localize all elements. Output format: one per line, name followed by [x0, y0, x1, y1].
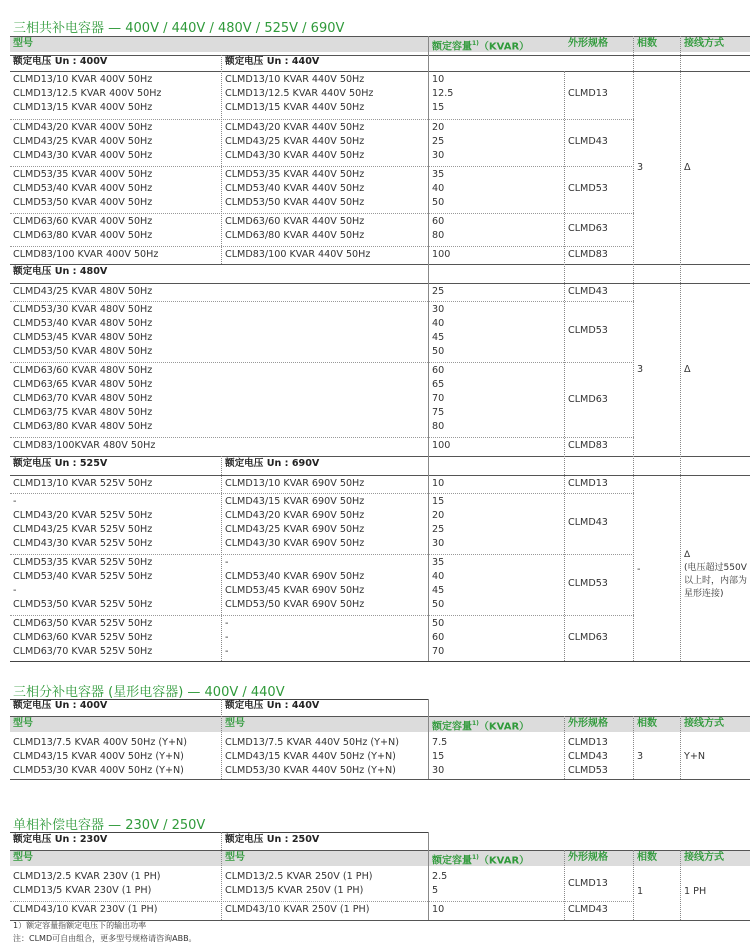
header-wiring: 接线方式 — [684, 38, 724, 49]
list-item: 30 40 45 50 — [432, 304, 445, 357]
list-item: 10 — [432, 478, 445, 489]
section-title-single-phase: 单相补偿电容器 — 230V / 250V — [13, 818, 206, 833]
list-item: CLMD63/60 KVAR 440V 50Hz CLMD63/80 KVAR 440V 50Hz — [225, 216, 365, 241]
list-item: CLMD83/100KVAR 480V 50Hz — [13, 440, 156, 451]
voltage-label-690: 额定电压 Un : 690V — [225, 458, 320, 469]
list-item: - - - — [225, 618, 229, 657]
list-item: CLMD83/100 KVAR 400V 50Hz — [13, 249, 159, 260]
list-item: CLMD53/35 KVAR 400V 50Hz CLMD53/40 KVAR 400V 50Hz CLMD53/50 KVAR 400V 50Hz — [13, 169, 153, 208]
frame-value: CLMD53 — [568, 325, 608, 336]
list-item: 10 12.5 15 — [432, 74, 454, 113]
header-model: 型号 — [225, 852, 245, 863]
list-item: 2.5 5 — [432, 871, 448, 896]
list-item: 10 — [432, 904, 445, 915]
list-item: CLMD43/20 KVAR 400V 50Hz CLMD43/25 KVAR 400V 50Hz CLMD43/30 KVAR 400V 50Hz — [13, 122, 153, 161]
list-item: CLMD53/35 KVAR 525V 50Hz CLMD53/40 KVAR 525V 50Hz - CLMD53/50 KVAR 525V 50Hz — [13, 557, 153, 610]
list-item: CLMD83/100 KVAR 440V 50Hz — [225, 249, 371, 260]
list-item: - CLMD43/20 KVAR 525V 50Hz CLMD43/25 KVAR 525V 50Hz CLMD43/30 KVAR 525V 50Hz — [13, 496, 153, 549]
wiring-value: Y+N — [684, 751, 706, 762]
list-item: CLMD13/7.5 KVAR 440V 50Hz (Y+N) CLMD43/15 KVAR 440V 50Hz (Y+N) CLMD53/30 KVAR 440V 50Hz (Y+N) — [225, 737, 399, 776]
list-item: CLMD13/2.5 KVAR 230V (1 PH) CLMD13/5 KVAR 230V (1 PH) — [13, 871, 161, 896]
phases-value: 1 — [637, 886, 644, 897]
phases-value: 3 — [637, 751, 644, 762]
footnote-2: 注：CLMD可自由组合，更多型号规格请咨询ABB。 — [13, 934, 197, 943]
frame-value: CLMD13 CLMD43 CLMD53 — [568, 737, 608, 776]
voltage-label-440: 额定电压 Un : 440V — [225, 700, 320, 711]
voltage-label-480: 额定电压 Un : 480V — [13, 266, 108, 277]
list-item: CLMD13/10 KVAR 525V 50Hz — [13, 478, 153, 489]
wiring-value: Δ (电压超过550V 以上时，内部为 星形连接) — [684, 550, 748, 599]
list-item: CLMD53/35 KVAR 440V 50Hz CLMD53/40 KVAR 440V 50Hz CLMD53/50 KVAR 440V 50Hz — [225, 169, 365, 208]
footnote-1: 1）额定容量指额定电压下的输出功率 — [13, 921, 147, 930]
header-phases: 相数 — [637, 852, 657, 863]
list-item: CLMD13/10 KVAR 440V 50Hz CLMD13/12.5 KVAR 440V 50Hz CLMD13/15 KVAR 440V 50Hz — [225, 74, 374, 113]
list-item: 7.5 15 30 — [432, 737, 448, 776]
frame-value: CLMD13 — [568, 478, 608, 489]
frame-value: CLMD43 — [568, 286, 608, 297]
voltage-label-400: 额定电压 Un : 400V — [13, 56, 108, 67]
header-model: 型号 — [225, 718, 245, 729]
frame-value: CLMD13 — [568, 88, 608, 99]
frame-value: CLMD63 — [568, 632, 608, 643]
list-item: CLMD43/25 KVAR 480V 50Hz — [13, 286, 153, 297]
wiring-value: 1 PH — [684, 886, 707, 897]
list-item: 35 40 45 50 — [432, 557, 445, 610]
frame-value: CLMD43 — [568, 517, 608, 528]
header-wiring: 接线方式 — [684, 852, 724, 863]
voltage-label-250: 额定电压 Un : 250V — [225, 834, 320, 845]
list-item: 50 60 70 — [432, 618, 445, 657]
list-item: CLMD13/10 KVAR 690V 50Hz — [225, 478, 365, 489]
section-title-three-phase-split: 三相分补电容器 (星形电容器) — 400V / 440V — [13, 685, 285, 700]
list-item: 25 — [432, 286, 445, 297]
list-item: CLMD43/10 KVAR 250V (1 PH) — [225, 904, 370, 915]
header-frame: 外形规格 — [568, 718, 608, 729]
list-item: 60 65 70 75 80 — [432, 365, 445, 432]
frame-value: CLMD83 — [568, 249, 608, 260]
list-item: CLMD13/2.5 KVAR 250V (1 PH) CLMD13/5 KVAR 250V (1 PH) — [225, 871, 373, 896]
header-capacity: 额定容量$^{1)}$（KVAR） — [432, 854, 530, 867]
phases-value: - — [637, 564, 641, 575]
section-title-three-phase-common: 三相共补电容器 — 400V / 440V / 480V / 525V / 690V — [13, 21, 345, 36]
list-item: 35 40 50 — [432, 169, 445, 208]
wiring-value: Δ — [684, 162, 691, 173]
phases-value: 3 — [637, 364, 644, 375]
frame-value: CLMD13 — [568, 878, 608, 889]
voltage-label-440: 额定电压 Un : 440V — [225, 56, 320, 67]
header-model: 型号 — [13, 852, 33, 863]
header-wiring: 接线方式 — [684, 718, 724, 729]
list-item: 15 20 25 30 — [432, 496, 445, 549]
voltage-label-525: 额定电压 Un : 525V — [13, 458, 108, 469]
frame-value: CLMD43 — [568, 136, 608, 147]
frame-value: CLMD53 — [568, 183, 608, 194]
list-item: CLMD63/60 KVAR 480V 50Hz CLMD63/65 KVAR 480V 50Hz CLMD63/70 KVAR 480V 50Hz CLMD63/75 KVAR 480V 50Hz CLMD63/80 KVAR 480V 50Hz — [13, 365, 153, 432]
list-item: CLMD43/15 KVAR 690V 50Hz CLMD43/20 KVAR 690V 50Hz CLMD43/25 KVAR 690V 50Hz CLMD43/30 KVAR 690V 50Hz — [225, 496, 365, 549]
list-item: CLMD53/30 KVAR 480V 50Hz CLMD53/40 KVAR 480V 50Hz CLMD53/45 KVAR 480V 50Hz CLMD53/50 KVAR 480V 50Hz — [13, 304, 153, 357]
frame-value: CLMD53 — [568, 578, 608, 589]
list-item: 100 — [432, 440, 451, 451]
list-item: CLMD43/20 KVAR 440V 50Hz CLMD43/25 KVAR 440V 50Hz CLMD43/30 KVAR 440V 50Hz — [225, 122, 365, 161]
list-item: 20 25 30 — [432, 122, 445, 161]
header-phases: 相数 — [637, 38, 657, 49]
header-capacity: 额定容量$^{1)}$（KVAR） — [432, 720, 530, 733]
list-item: 100 — [432, 249, 451, 260]
phases-value: 3 — [637, 162, 644, 173]
list-item: - CLMD53/40 KVAR 690V 50Hz CLMD53/45 KVAR 690V 50Hz CLMD53/50 KVAR 690V 50Hz — [225, 557, 365, 610]
frame-value: CLMD43 — [568, 904, 608, 915]
list-item: 60 80 — [432, 216, 445, 241]
header-capacity: 额定容量$^{1)}$（KVAR） — [432, 40, 530, 53]
voltage-label-230: 额定电压 Un : 230V — [13, 834, 108, 845]
list-item: CLMD63/60 KVAR 400V 50Hz CLMD63/80 KVAR 400V 50Hz — [13, 216, 153, 241]
voltage-label-400: 额定电压 Un : 400V — [13, 700, 108, 711]
header-phases: 相数 — [637, 718, 657, 729]
list-item: CLMD43/10 KVAR 230V (1 PH) — [13, 904, 158, 915]
wiring-value: Δ — [684, 364, 691, 375]
list-item: CLMD63/50 KVAR 525V 50Hz CLMD63/60 KVAR 525V 50Hz CLMD63/70 KVAR 525V 50Hz — [13, 618, 153, 657]
list-item: CLMD13/10 KVAR 400V 50Hz CLMD13/12.5 KVAR 400V 50Hz CLMD13/15 KVAR 400V 50Hz — [13, 74, 162, 113]
header-model: 型号 — [13, 718, 33, 729]
list-item: CLMD13/7.5 KVAR 400V 50Hz (Y+N) CLMD43/15 KVAR 400V 50Hz (Y+N) CLMD53/30 KVAR 400V 50Hz (Y+N) — [13, 737, 187, 776]
frame-value: CLMD63 — [568, 223, 608, 234]
frame-value: CLMD63 — [568, 394, 608, 405]
header-frame: 外形规格 — [568, 38, 608, 49]
header-model: 型号 — [13, 38, 33, 49]
frame-value: CLMD83 — [568, 440, 608, 451]
header-frame: 外形规格 — [568, 852, 608, 863]
